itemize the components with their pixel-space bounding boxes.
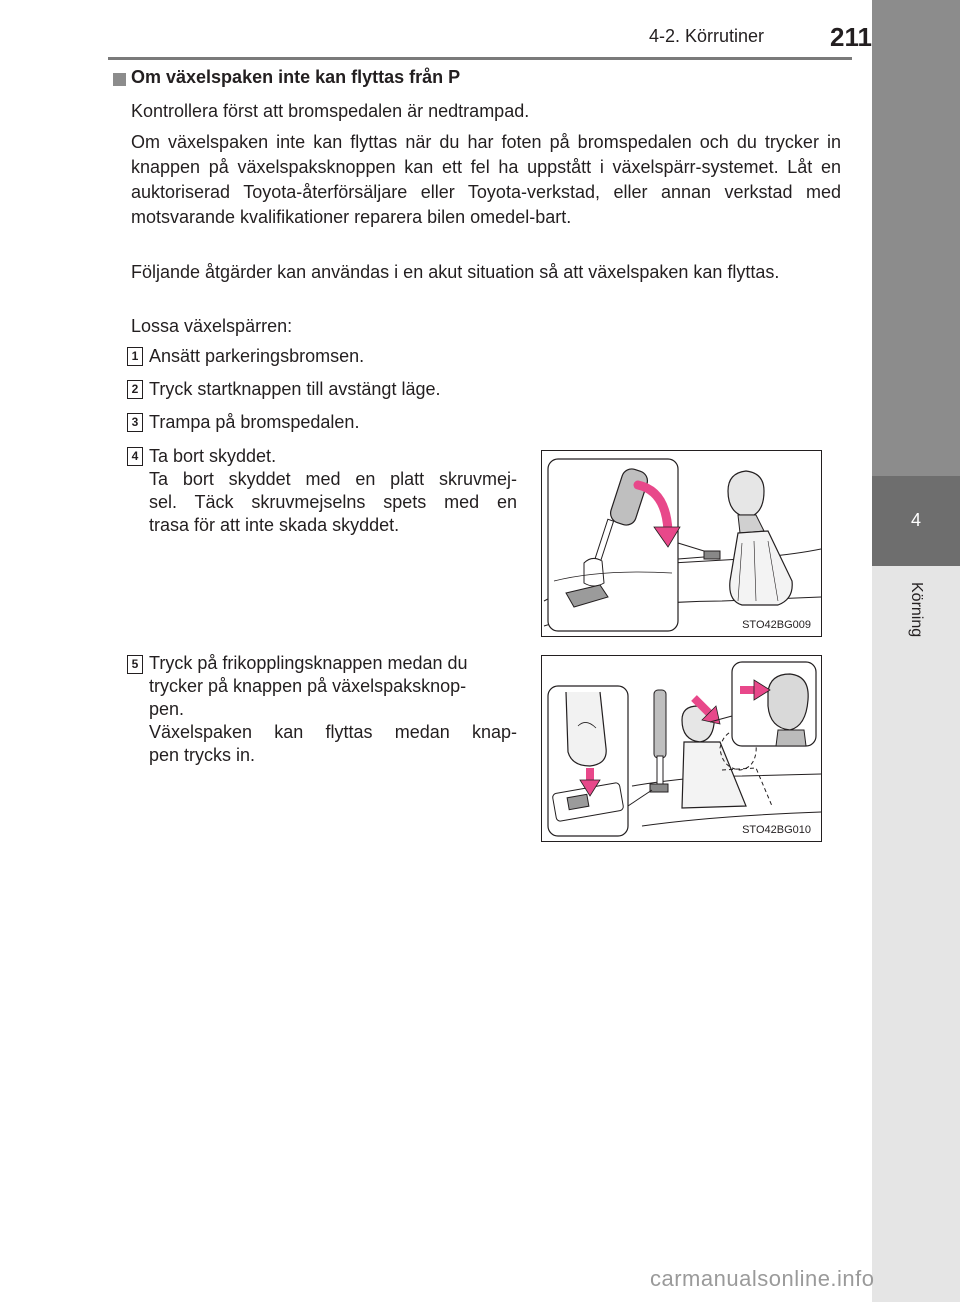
step-number-badge: 3 [127, 413, 143, 432]
figure-code: STO42BG009 [742, 619, 811, 631]
running-header-section: 4-2. Körrutiner [649, 26, 765, 46]
paragraph-release-lock: Lossa växelspärren: [131, 316, 293, 336]
step-number-badge: 2 [127, 380, 143, 399]
step-1-text [149, 345, 364, 368]
step-1-line: Ansätt parkeringsbromsen. [149, 346, 365, 366]
step-5-line: Växelspaken kan flyttas medan knap- [149, 722, 517, 742]
step-5-line: pen trycks in. [149, 745, 256, 765]
heading-square-icon [113, 73, 126, 86]
chapter-tab-lower [872, 566, 960, 1302]
section-heading: Om växelspaken inte kan flyttas från P [131, 67, 461, 87]
paragraph-emergency: Följande åtgärder kan användas i en akut situation så att växelspaken kan flyttas. [131, 262, 780, 282]
chapter-title: Körning [908, 582, 925, 638]
step-3-line: Trampa på bromspedalen. [149, 412, 360, 432]
chapter-title-vertical [896, 582, 936, 672]
figure-remove-cover-drawing [542, 451, 822, 637]
chapter-tab-upper [872, 0, 960, 476]
paragraph-check-brake: Kontrollera först att bromspedalen är nedtrampad. [131, 101, 530, 121]
figure-code: STO42BG010 [742, 824, 811, 836]
step-5-text [149, 652, 517, 767]
step-5-line: trycker på knappen på växelspaksknop- [149, 676, 467, 696]
step-4-line: sel. Täck skruvmejselns spets med en [149, 492, 517, 512]
step-number-badge: 4 [127, 447, 143, 466]
step-4-line: Ta bort skyddet med en platt skruvmej- [149, 469, 517, 489]
step-4-line: Ta bort skyddet. [149, 446, 277, 466]
header-divider [108, 57, 852, 60]
step-number-badge: 5 [127, 655, 143, 674]
page-number: 211 [830, 22, 872, 52]
step-4-text [149, 445, 517, 537]
step-number-badge: 1 [127, 347, 143, 366]
paragraph-shift-lock-fault: Om växelspaken inte kan flyttas när du har foten på bromspedalen och du trycker in knappen på växelspaksknoppen kan ett fel ha uppstått i växelspärr-systemet. Låt en auktoriserad Toyota-återförsäljare eller Toyota-verkstad, eller annan verkstad med motsvarande kvalifikationer reparera bilen omedel-bart. [131, 132, 841, 227]
figure-release-shift-lock-drawing [542, 656, 822, 842]
step-3-text [149, 411, 359, 434]
step-2-line: Tryck startknappen till avstängt läge. [149, 379, 441, 399]
chapter-number: 4 [910, 510, 921, 530]
figure-remove-cover [541, 450, 822, 637]
step-2-text [149, 378, 440, 401]
figure-release-shift-lock [541, 655, 822, 842]
step-5-line: Tryck på frikopplingsknappen medan du [149, 653, 468, 673]
step-4-line: trasa för att inte skada skyddet. [149, 515, 400, 535]
watermark: carmanualsonline.info [650, 1266, 875, 1291]
step-5-line: pen. [149, 699, 185, 719]
